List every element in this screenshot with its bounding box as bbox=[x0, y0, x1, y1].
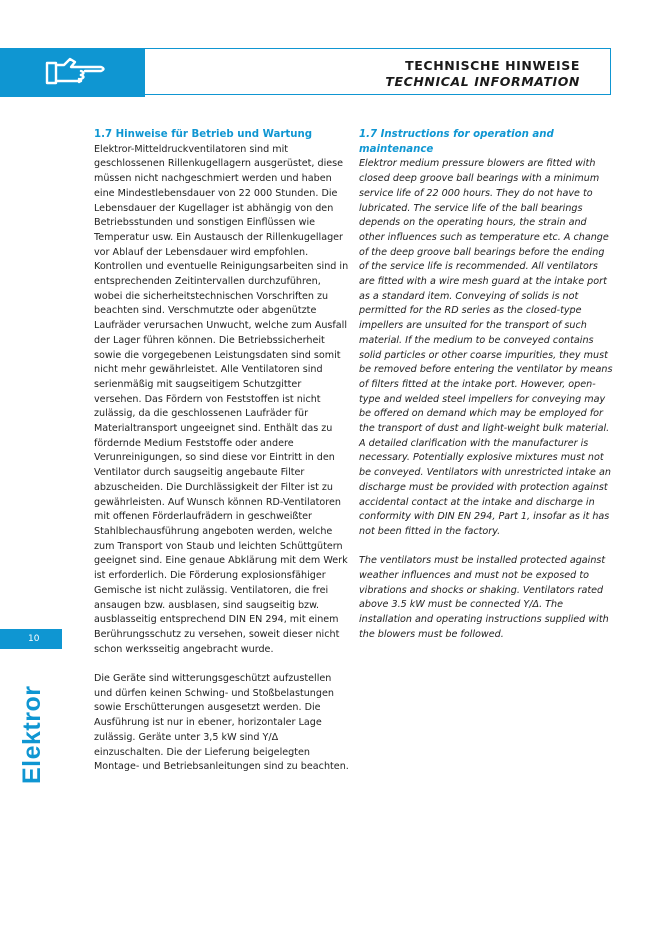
header-title-box bbox=[145, 48, 611, 95]
english-paragraph-2: The ventilators must be installed protected against weather influences and must not be exposed to vibrations and shocks or shaking. Ventilators rated above 3.5 kW must be connected Y/Δ. The installation and operating instructions supplied with the blowers must be followed. bbox=[359, 555, 609, 640]
title-english: TECHNICAL INFORMATION bbox=[385, 74, 580, 89]
brand-logo-text: Elektror bbox=[18, 685, 46, 784]
page-number: 10 bbox=[28, 634, 40, 644]
page-number-band bbox=[0, 629, 62, 649]
english-column bbox=[359, 128, 615, 657]
title-german: TECHNISCHE HINWEISE bbox=[405, 58, 580, 73]
german-column bbox=[94, 128, 350, 790]
english-paragraph-1: Elektror medium pressure blowers are fitted with closed deep groove ball bearings with a minimum service life of 22 000 hours. They do not have to lubricated. The service life of the ball bearings depends on the operating hours, the strain and other influences such as temperature etc. A change of the deep groove ball bearings before the ending of the service life is recommended. All ventilators are fitted with a wire mesh guard at the intake port as a standard item. Conveying of solids is not permitted for the RD series as the closed-type impellers are unsuited for the transport of such material. If the medium to be conveyed contains solid particles or other coarse impurities, they must be removed before entering the ventilator by means of filters fitted at the intake port. However, open-type and welded steel impellers for conveying may be offered on demand which may be employed for the transport of dust and light-weight bulk material. A detailed clarification with the manufacturer is necessary. Potentially explosive mixtures must not be conveyed. Ventilators with unrestricted intake an discharge must be provided with protection against accidental contact at the intake and discharge in conformity with DIN EN 294, Part 1, insofar as it has not been fitted in the factory. bbox=[359, 158, 613, 537]
german-paragraph-1: Elektror-Mitteldruckventilatoren sind mit geschlossenen Rillenkugellagern ausgerüstet, diese müssen nicht nachgeschmiert werden und haben eine Mindestlebensdauer von 22 000 Stunden. Die Lebensdauer der Kugellager ist abhängig von den Betriebsstunden und sonstigen Einflüssen wie Temperatur usw. Ein Austausch der Rillenkugellager vor Ablauf der Lebensdauer wird empfohlen. Kontrollen und eventuelle Reinigungsarbeiten sind in entsprechenden Zeitintervallen durchzuführen, wobei die sicherheitstechnischen Vorschriften zu beachten sind. Verschmutzte oder abgenützte Laufräder verursachen Unwucht, welche zum Ausfall der Lager führen können. Die Betriebssicherheit sowie die vorgegebenen Leistungsdaten sind somit nicht mehr gewährleistet. Alle Ventilatoren sind serienmäßig mit saugseitigem Schutzgitter versehen. Das Fördern von Feststoffen ist nicht zulässig, da die geschlossenen Laufräder für Materialtransport ungeeignet sind. Enthält das zu fördernde Medium Feststoffe oder andere Verunreinigungen, so sind diese vor Eintritt in den Ventilator durch saugseitig angebaute Filter abzuscheiden. Die Durchlässigkeit der Filter ist zu gewährleisten. Auf Wunsch können RD-Ventilatoren mit offenen Förderlaufrädern in geschweißter Stahlblechausführung angeboten werden, welche zum Transport von Staub und leichten Schüttgütern geeignet sind. Eine genaue Abklärung mit dem Werk ist erforderlich. Die Förderung explosionsfähiger Gemische ist nicht zulässig. Ventilatoren, die frei ansaugen bzw. ausblasen, sind saugseitig bzw. ausblasseitig entsprechend DIN EN 294, mit einem Berührungsschutz zu versehen, soweit dieser nicht schon werksseitig angebracht wurde. bbox=[94, 143, 349, 655]
german-section-heading: 1.7 Hinweise für Betrieb und Wartung bbox=[94, 129, 313, 140]
german-paragraph-2: Die Geräte sind witterungsgeschützt aufzustellen und dürfen keinen Schwing- und Stoßbelastungen sowie Erschütterungen ausgesetzt werden. Die Ausführung ist nur in ebener, horizontaler Lage zulässig. Geräte unter 3,5 kW sind Y/Δ einzuschalten. Die der Lieferung beigelegten Montage- und Betriebsanleitungen sind zu beachten. bbox=[94, 673, 349, 773]
pointing-hand-icon bbox=[45, 56, 109, 88]
header-blue-band bbox=[0, 48, 145, 97]
english-section-heading: 1.7 Instructions for operation and maintenance bbox=[359, 129, 554, 155]
